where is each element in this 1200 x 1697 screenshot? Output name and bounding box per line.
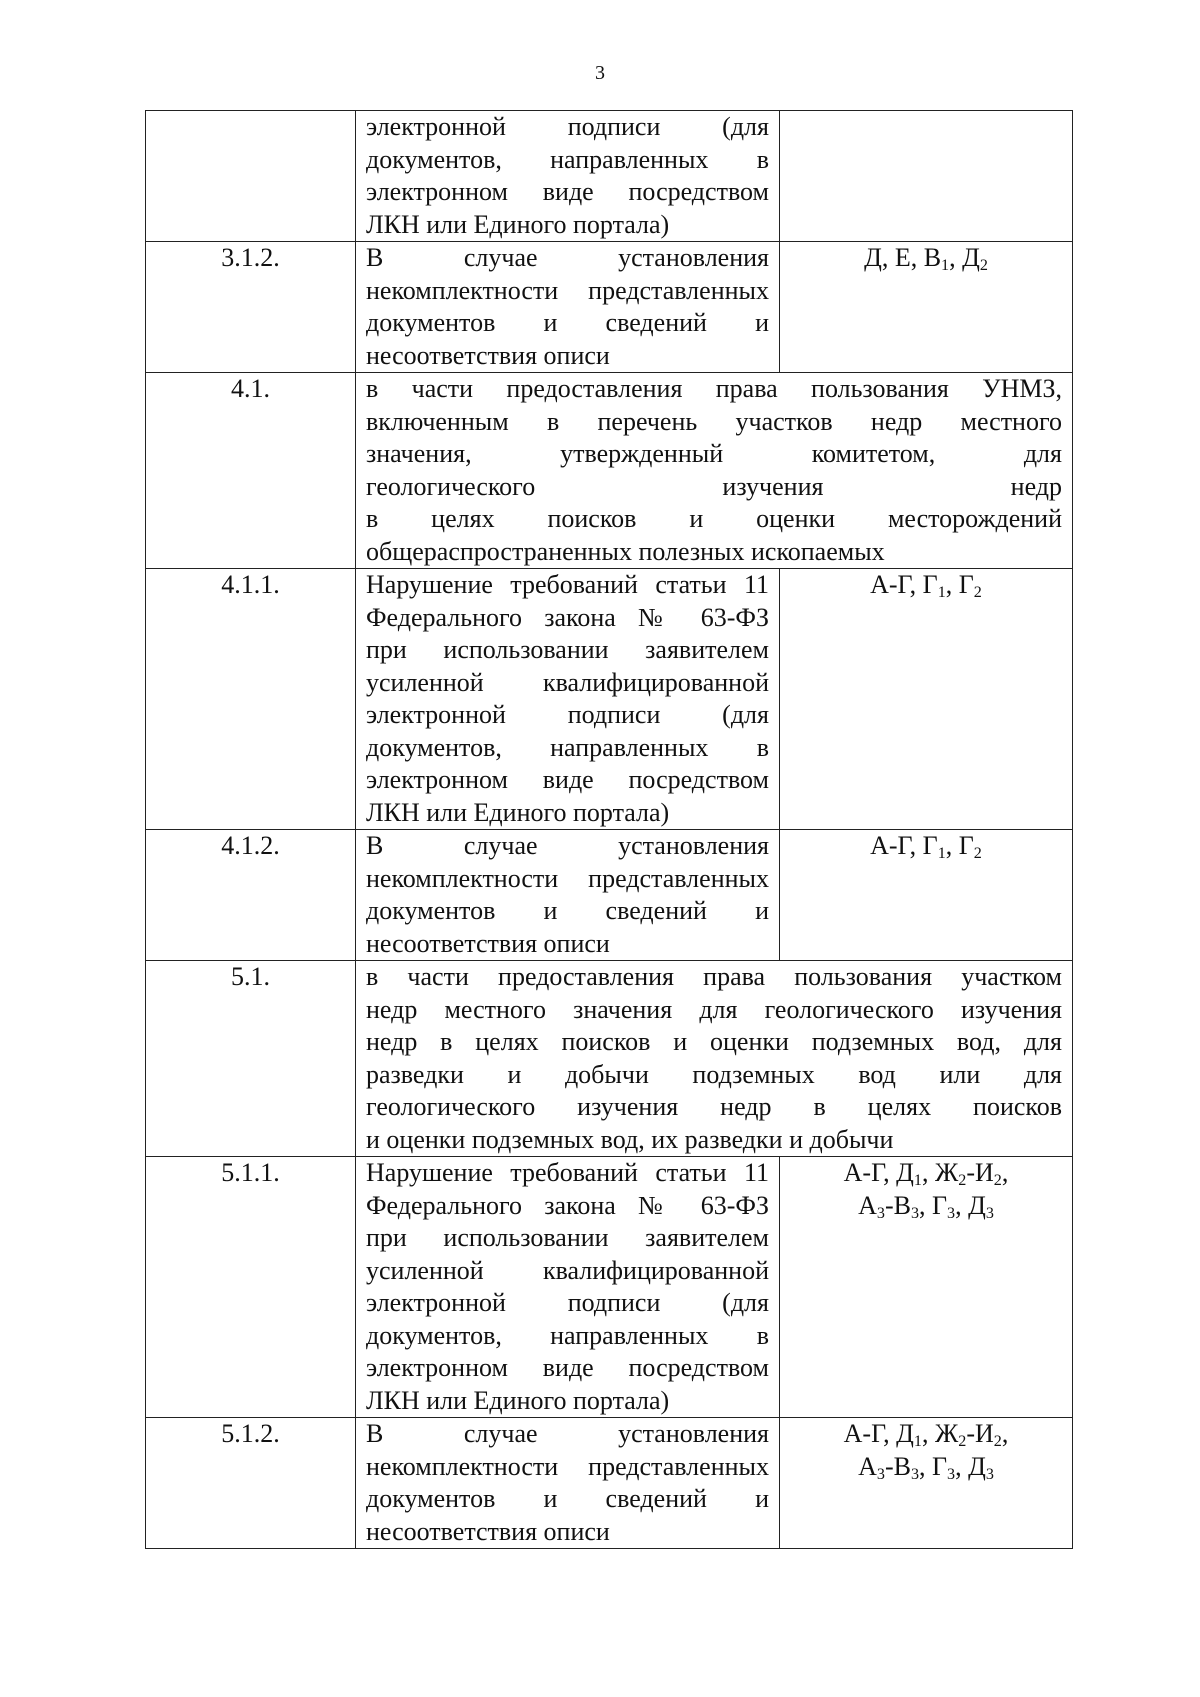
text-line: электронном виде посредством — [366, 765, 769, 794]
text-line: электронной подписи (для — [366, 700, 769, 729]
table-row — [146, 373, 1073, 569]
item-number: 4.1. — [146, 373, 356, 569]
text-line: электронном виде посредством — [366, 177, 769, 206]
text-line: несоответствия описи — [366, 1516, 610, 1546]
text-line: Нарушение требований статьи 11 — [366, 1158, 769, 1187]
table-row — [146, 1157, 1073, 1418]
item-description — [356, 242, 780, 373]
text-line: Нарушение требований статьи 11 — [366, 570, 769, 599]
text-line: электронной подписи (для — [366, 1288, 769, 1317]
item-description — [356, 1157, 780, 1418]
table-row — [146, 830, 1073, 961]
requirements-table — [145, 110, 1073, 1549]
item-description — [356, 569, 780, 830]
text-line: некомплектности представленных — [366, 1451, 769, 1481]
text-line: ЛКН или Единого портала) — [366, 209, 670, 239]
text-line: в целях поисков и оценки месторождений — [366, 504, 1062, 533]
item-number — [146, 111, 356, 242]
page-number: 3 — [595, 62, 605, 84]
refusal-grounds-codes — [780, 111, 1073, 242]
text-line: некомплектности представленных — [366, 863, 769, 893]
refusal-grounds-codes: А-Г, $Д_1$, $Ж_2-И_2$, $А_3-В_3$, $Г_3$, $Д_3$ — [780, 1418, 1073, 1549]
text-line: некомплектности представленных — [366, 275, 769, 305]
text-line: документов и сведений и — [366, 896, 769, 925]
text-line: документов, направленных в — [366, 1320, 769, 1350]
text-line: документов и сведений и — [366, 1484, 769, 1513]
refusal-grounds-codes: А-Г, $Г_1$, $Г_2$ — [780, 569, 1073, 830]
item-number: 3.1.2. — [146, 242, 356, 373]
section-description — [356, 961, 1073, 1157]
table-row — [146, 569, 1073, 830]
table-row — [146, 961, 1073, 1157]
text-line: недр местного значения для геологического изучения — [366, 994, 1062, 1024]
table-row — [146, 242, 1073, 373]
text-line: в части предоставления права пользования УНМЗ, — [366, 374, 1062, 403]
item-number: 5.1.2. — [146, 1418, 356, 1549]
text-line: документов и сведений и — [366, 308, 769, 337]
text-line: В случае установления — [366, 831, 769, 860]
item-number: 4.1.2. — [146, 830, 356, 961]
text-line: В случае установления — [366, 1419, 769, 1448]
text-line: несоответствия описи — [366, 928, 610, 958]
text-line: геологического изучения недр в целях поисков — [366, 1092, 1062, 1121]
text-line: Федерального закона № 63-ФЗ — [366, 1190, 769, 1220]
item-description — [356, 1418, 780, 1549]
text-line: при использовании заявителем — [366, 1223, 769, 1252]
text-line: включенным в перечень участков недр местного — [366, 406, 1062, 436]
text-line: значения, утвержденный комитетом, для — [366, 439, 1062, 468]
text-line: в части предоставления права пользования участком — [366, 962, 1062, 991]
refusal-grounds-codes: А-Г, $Г_1$, $Г_2$ — [780, 830, 1073, 961]
item-description — [356, 111, 780, 242]
item-number: 4.1.1. — [146, 569, 356, 830]
text-line: электронной подписи (для — [366, 112, 769, 141]
text-line: разведки и добычи подземных вод или для — [366, 1059, 1062, 1089]
text-line: документов, направленных в — [366, 144, 769, 174]
text-line: ЛКН или Единого портала) — [366, 797, 670, 827]
text-line: и оценки подземных вод, их разведки и добычи — [366, 1124, 894, 1154]
table-row — [146, 111, 1073, 242]
section-description — [356, 373, 1073, 569]
text-line: усиленной квалифицированной — [366, 1255, 769, 1285]
item-number: 5.1. — [146, 961, 356, 1157]
refusal-grounds-codes: А-Г, $Д_1$, $Ж_2-И_2$, $А_3-В_3$, $Г_3$, $Д_3$ — [780, 1157, 1073, 1418]
text-line: геологического изучения недр — [366, 471, 1062, 501]
text-line: Федерального закона № 63-ФЗ — [366, 602, 769, 632]
item-number: 5.1.1. — [146, 1157, 356, 1418]
table-row — [146, 1418, 1073, 1549]
text-line: общераспространенных полезных ископаемых — [366, 536, 885, 566]
text-line: усиленной квалифицированной — [366, 667, 769, 697]
text-line: документов, направленных в — [366, 732, 769, 762]
text-line: при использовании заявителем — [366, 635, 769, 664]
text-line: В случае установления — [366, 243, 769, 272]
text-line: несоответствия описи — [366, 340, 610, 370]
text-line: электронном виде посредством — [366, 1353, 769, 1382]
text-line: недр в целях поисков и оценки подземных вод, для — [366, 1027, 1062, 1056]
text-line: ЛКН или Единого портала) — [366, 1385, 670, 1415]
item-description — [356, 830, 780, 961]
refusal-grounds-codes: Д, Е, $В_1$, $Д_2$ — [780, 242, 1073, 373]
